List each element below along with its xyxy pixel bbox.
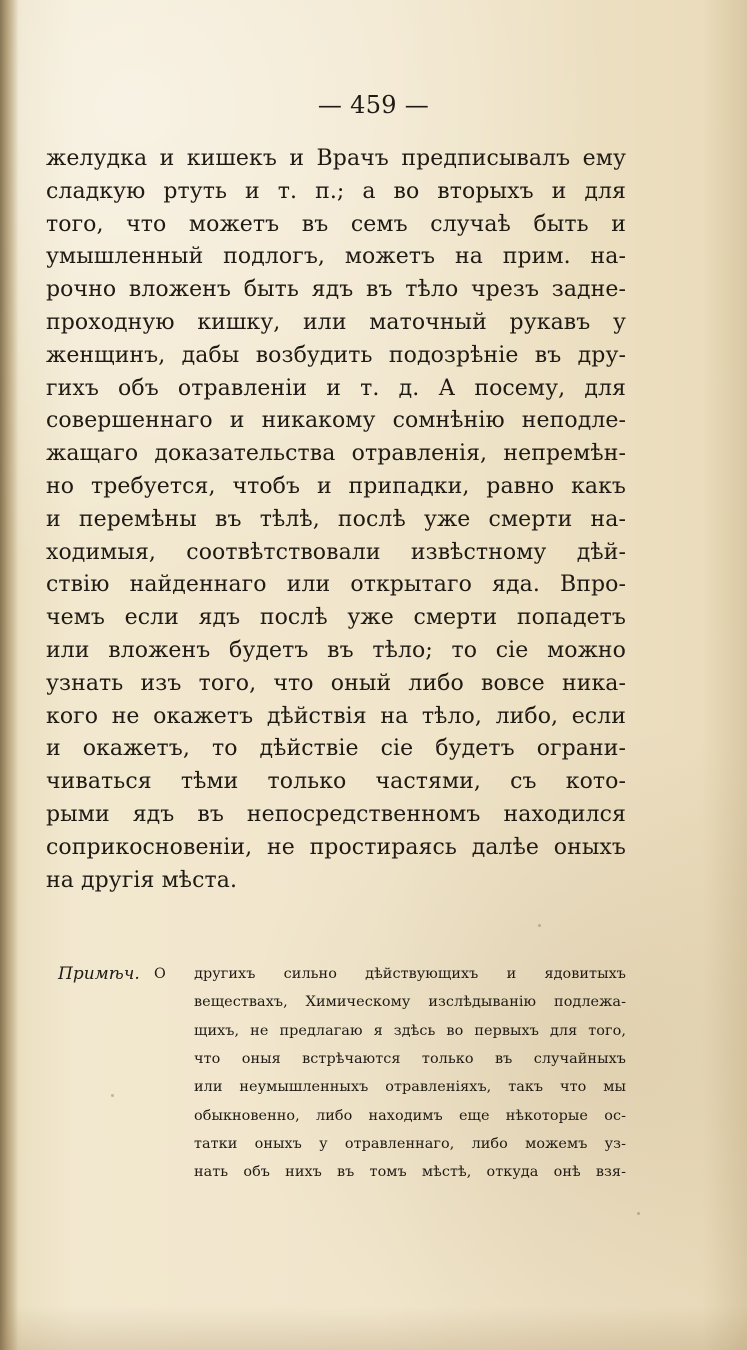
text-line: ходимыя, соотвѣтствовали извѣстному дѣй-: [46, 539, 626, 565]
footnote-line: обыкновенно, либо находимъ еще нѣкоторые ос-: [194, 1107, 626, 1124]
text-line: и окажетъ, то дѣйствіе сіе будетъ ограни-: [46, 736, 626, 762]
footnote-line: или неумышленныхъ отравленіяхъ, такъ что мы: [194, 1079, 626, 1096]
footnote-line: веществахъ, Химическому изслѣдыванію подлежа-: [194, 994, 626, 1011]
text-line: жащаго доказательства отравленія, непремѣн-: [46, 441, 626, 467]
page-number: — 459 —: [317, 91, 430, 119]
footnote-line: татки оныхъ у отравленнаго, либо можемъ уз-: [194, 1135, 626, 1152]
page-binding-shadow: [0, 0, 18, 1350]
text-line: соприкосновеніи, не простираясь далѣе оныхъ: [46, 834, 626, 860]
text-line: и перемѣны въ тѣлѣ, послѣ уже смерти на-: [46, 506, 626, 532]
text-line: или вложенъ будетъ въ тѣло; то сіе можно: [46, 637, 626, 663]
text-line: умышленный подлогъ, можетъ на прим. на-: [46, 244, 626, 270]
text-line-last: на другія мѣста.: [46, 867, 238, 893]
text-line: того, что можетъ въ семъ случаѣ быть и: [46, 211, 626, 237]
text-line: чиваться тѣми только частями, съ кото-: [46, 769, 626, 795]
footnote-line: щихъ, не предлагаю я здѣсь во первыхъ для того,: [194, 1022, 626, 1039]
footnote-line: О другихъ сильно дѣйствующихъ и ядовитыхъ: [154, 966, 626, 982]
footnote-line: нать объ нихъ въ томъ мѣстѣ, откуда онѣ взя-: [194, 1164, 626, 1181]
text-line: рочно вложенъ быть ядъ въ тѣло чрезъ задне-: [46, 277, 626, 303]
text-line: рыми ядъ въ непосредственномъ находился: [46, 801, 626, 827]
text-line: узнать изъ того, что оный либо вовсе ника-: [46, 670, 626, 696]
main-text-block: [46, 143, 626, 897]
paper-speck: [111, 1094, 114, 1097]
page-bottom-shadow: [0, 1306, 747, 1350]
footnote-label: Примѣч.: [58, 964, 140, 984]
paper-speck: [538, 924, 541, 927]
text-line: проходную кишку, или маточный рукавъ у: [46, 309, 626, 335]
text-line: гихъ объ отравленіи и т. д. А посему, для: [46, 375, 626, 401]
text-line: чемъ если ядъ послѣ уже смерти попадетъ: [46, 605, 626, 631]
text-line: желудка и кишекъ и Врачъ предписывалъ ему: [46, 146, 626, 171]
text-line: ствію найденнаго или открытаго яда. Впро-: [46, 572, 626, 598]
paper-speck: [637, 1212, 640, 1215]
text-line: совершеннаго и никакому сомнѣнію неподле-: [46, 408, 626, 434]
text-line: кого не окажетъ дѣйствія на тѣло, либо, если: [46, 703, 626, 729]
text-line: сладкую ртуть и т. п.; а во вторыхъ и для: [46, 178, 626, 204]
text-line: женщинъ, дабы возбудить подозрѣніе въ дру-: [46, 342, 626, 368]
text-line: но требуется, чтобъ и припадки, равно какъ: [46, 473, 626, 499]
footnote-line: что оныя встрѣчаются только въ случайныхъ: [194, 1050, 626, 1067]
